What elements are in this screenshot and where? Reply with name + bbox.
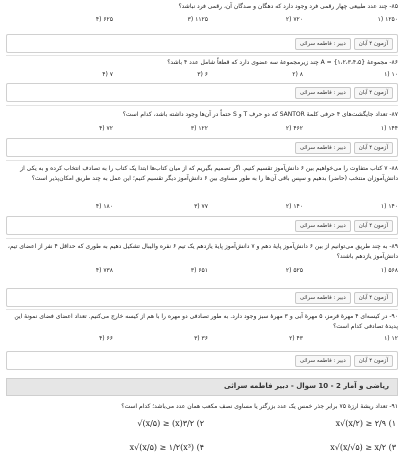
exam-tag[interactable]: آزمون ۴ آبان [354, 38, 393, 50]
exam-tag[interactable]: آزمون ۴ آبان [354, 292, 393, 304]
option-1[interactable]: ۱۴۰ (۱ [380, 203, 398, 210]
question-88 [6, 164, 398, 184]
divider [6, 309, 398, 310]
question-90 [6, 312, 398, 332]
option-2[interactable]: ۴۶۲ (۲ [285, 125, 303, 132]
option-1[interactable]: x√(x/۲) ≥ ۲/۹ (۱ [335, 419, 396, 428]
option-3[interactable]: ۱۲۲ (۳ [190, 125, 208, 132]
tag-bar [6, 216, 398, 235]
option-3[interactable]: ۷۷ (۳ [194, 203, 208, 210]
option-2[interactable]: ۵۲۵ (۲ [285, 267, 303, 274]
teacher-tag[interactable]: دبیر : فاطمه سراثی [295, 292, 351, 304]
option-4[interactable]: ۷ (۴ [102, 71, 113, 78]
option-2[interactable]: ۸ (۲ [292, 71, 303, 78]
question-text: ۸۶- مجموعهٔ A = {۱،۲،۳،۴،۵} چند زیرمجموعهٔ سه عضوی دارد که قطعاً شامل عدد ۴ باشد؟ [167, 59, 398, 66]
section-title: ریاضی و آمار 2 - 10 سوال - دبیر فاطمه سراثی [224, 382, 389, 390]
divider [6, 55, 398, 56]
question-text: ۸۹- به چند طریق می‌توانیم از بین ۶ دانش‌آموز پایهٔ دهم و ۷ دانش‌آموز پایهٔ یازدهم یک تیم ۶ نفره والیبال تشکیل دهیم به طوری که حداقل ۴ نفر از اعضای تیم، دانش‌آموز یازدهم باشند؟ [7, 243, 398, 260]
option-3[interactable]: ۶ (۳ [197, 71, 208, 78]
teacher-tag[interactable]: دبیر : فاطمه سراثی [295, 220, 351, 232]
question-text: ۸۷- تعداد جایگشت‌های ۴ حرفی کلمهٔ SANTOR که دو حرف T و S حتماً در آن‌ها وجود داشته باشد، کدام است؟ [122, 111, 398, 118]
tag-bar [6, 34, 398, 53]
option-1[interactable]: ۵۶۸ (۱ [380, 267, 398, 274]
exam-tag[interactable]: آزمون ۴ آبان [354, 87, 393, 99]
question-89 [6, 242, 398, 262]
option-2[interactable]: ۴۳ (۲ [289, 335, 303, 342]
question-86 [6, 58, 398, 68]
option-1[interactable]: ۱۲۵۰ (۱ [377, 16, 398, 23]
exam-tag[interactable]: آزمون ۴ آبان [354, 220, 393, 232]
teacher-tag[interactable]: دبیر : فاطمه سراثی [295, 38, 351, 50]
divider [6, 105, 398, 106]
option-4[interactable]: ۶۲۵ (۴ [95, 16, 113, 23]
tag-bar [6, 138, 398, 157]
option-4[interactable]: ۶۶ (۴ [99, 335, 113, 342]
question-85 [6, 2, 398, 12]
question-text: ۹۱- تعداد ریشهٔ ارزهٔ ۷۵ برابر جذر خمس یک عدد بزرگتر یا مساوی نصف مکعب همان عدد می‌باشد؛ کدام است؟ [121, 403, 398, 410]
option-4[interactable]: ۷۲ (۴ [99, 125, 113, 132]
question-text: ۹۰- در کیسه‌ای ۴ مهرهٔ قرمز، ۵ مهرهٔ آبی و ۳ مهرهٔ سبز وجود دارد. به طور تصادفی دو مهره را با هم از کیسه خارج می‌کنیم. تعداد اعضای فضای نمونهٔ این پدیدهٔ تصادفی کدام است؟ [14, 313, 398, 330]
divider [6, 160, 398, 161]
divider [6, 238, 398, 239]
option-4[interactable]: ۱۸۰ (۴ [95, 203, 113, 210]
option-2[interactable]: √(x/۵) ≥ (x)۳/۲ (۲ [137, 419, 204, 428]
section-header [6, 378, 398, 396]
option-2[interactable]: ۷۲۰ (۲ [285, 16, 303, 23]
option-1[interactable]: ۱۴۴ (۱ [380, 125, 398, 132]
tag-bar [6, 351, 398, 370]
option-4[interactable]: ۷۳۸ (۴ [95, 267, 113, 274]
option-3[interactable]: ۱۱۲۵ (۳ [187, 16, 208, 23]
teacher-tag[interactable]: دبیر : فاطمه سراثی [295, 87, 351, 99]
option-1[interactable]: ۱۲ (۱ [384, 335, 398, 342]
tag-bar [6, 83, 398, 102]
tag-bar [6, 288, 398, 307]
question-text: ۸۸- ۷ کتاب متفاوت را می‌خواهیم بین ۶ دانش‌آموز تقسیم کنیم. اگر تصمیم بگیریم که از میان کتاب‌ها ابتدا یک کتاب را به تصادف انتخاب کرده و به یکی از دانش‌آموزان منتخب (حاضر) بدهیم و سپس باقی آن‌ها را به طور مساوی بین ۶ دانش‌آموز دیگر تقسیم کنیم؛ این عمل به چند طریق امکان‌پذیر است؟ [20, 165, 398, 182]
teacher-tag[interactable]: دبیر : فاطمه سراثی [295, 355, 351, 367]
option-2[interactable]: ۱۴۰ (۲ [285, 203, 303, 210]
question-87 [6, 110, 398, 120]
teacher-tag[interactable]: دبیر : فاطمه سراثی [295, 142, 351, 154]
option-3[interactable]: ۶۵۱ (۳ [190, 267, 208, 274]
question-text: ۸۵- چند عدد طبیعی چهار رقمی فرد وجود دارد که دهگان و صدگان آن، رقمی فرد نباشد؟ [178, 3, 398, 10]
exam-tag[interactable]: آزمون ۴ آبان [354, 355, 393, 367]
question-91 [6, 402, 398, 412]
option-1[interactable]: ۱۰ (۱ [384, 71, 398, 78]
option-4[interactable]: x√(x/۵) ≥ ۱/۲(x³) (۴ [129, 443, 204, 452]
option-3[interactable]: ۳۶ (۳ [194, 335, 208, 342]
exam-tag[interactable]: آزمون ۴ آبان [354, 142, 393, 154]
option-3[interactable]: x√(x/√۵) ≥ x/۲ (۳ [330, 443, 396, 452]
